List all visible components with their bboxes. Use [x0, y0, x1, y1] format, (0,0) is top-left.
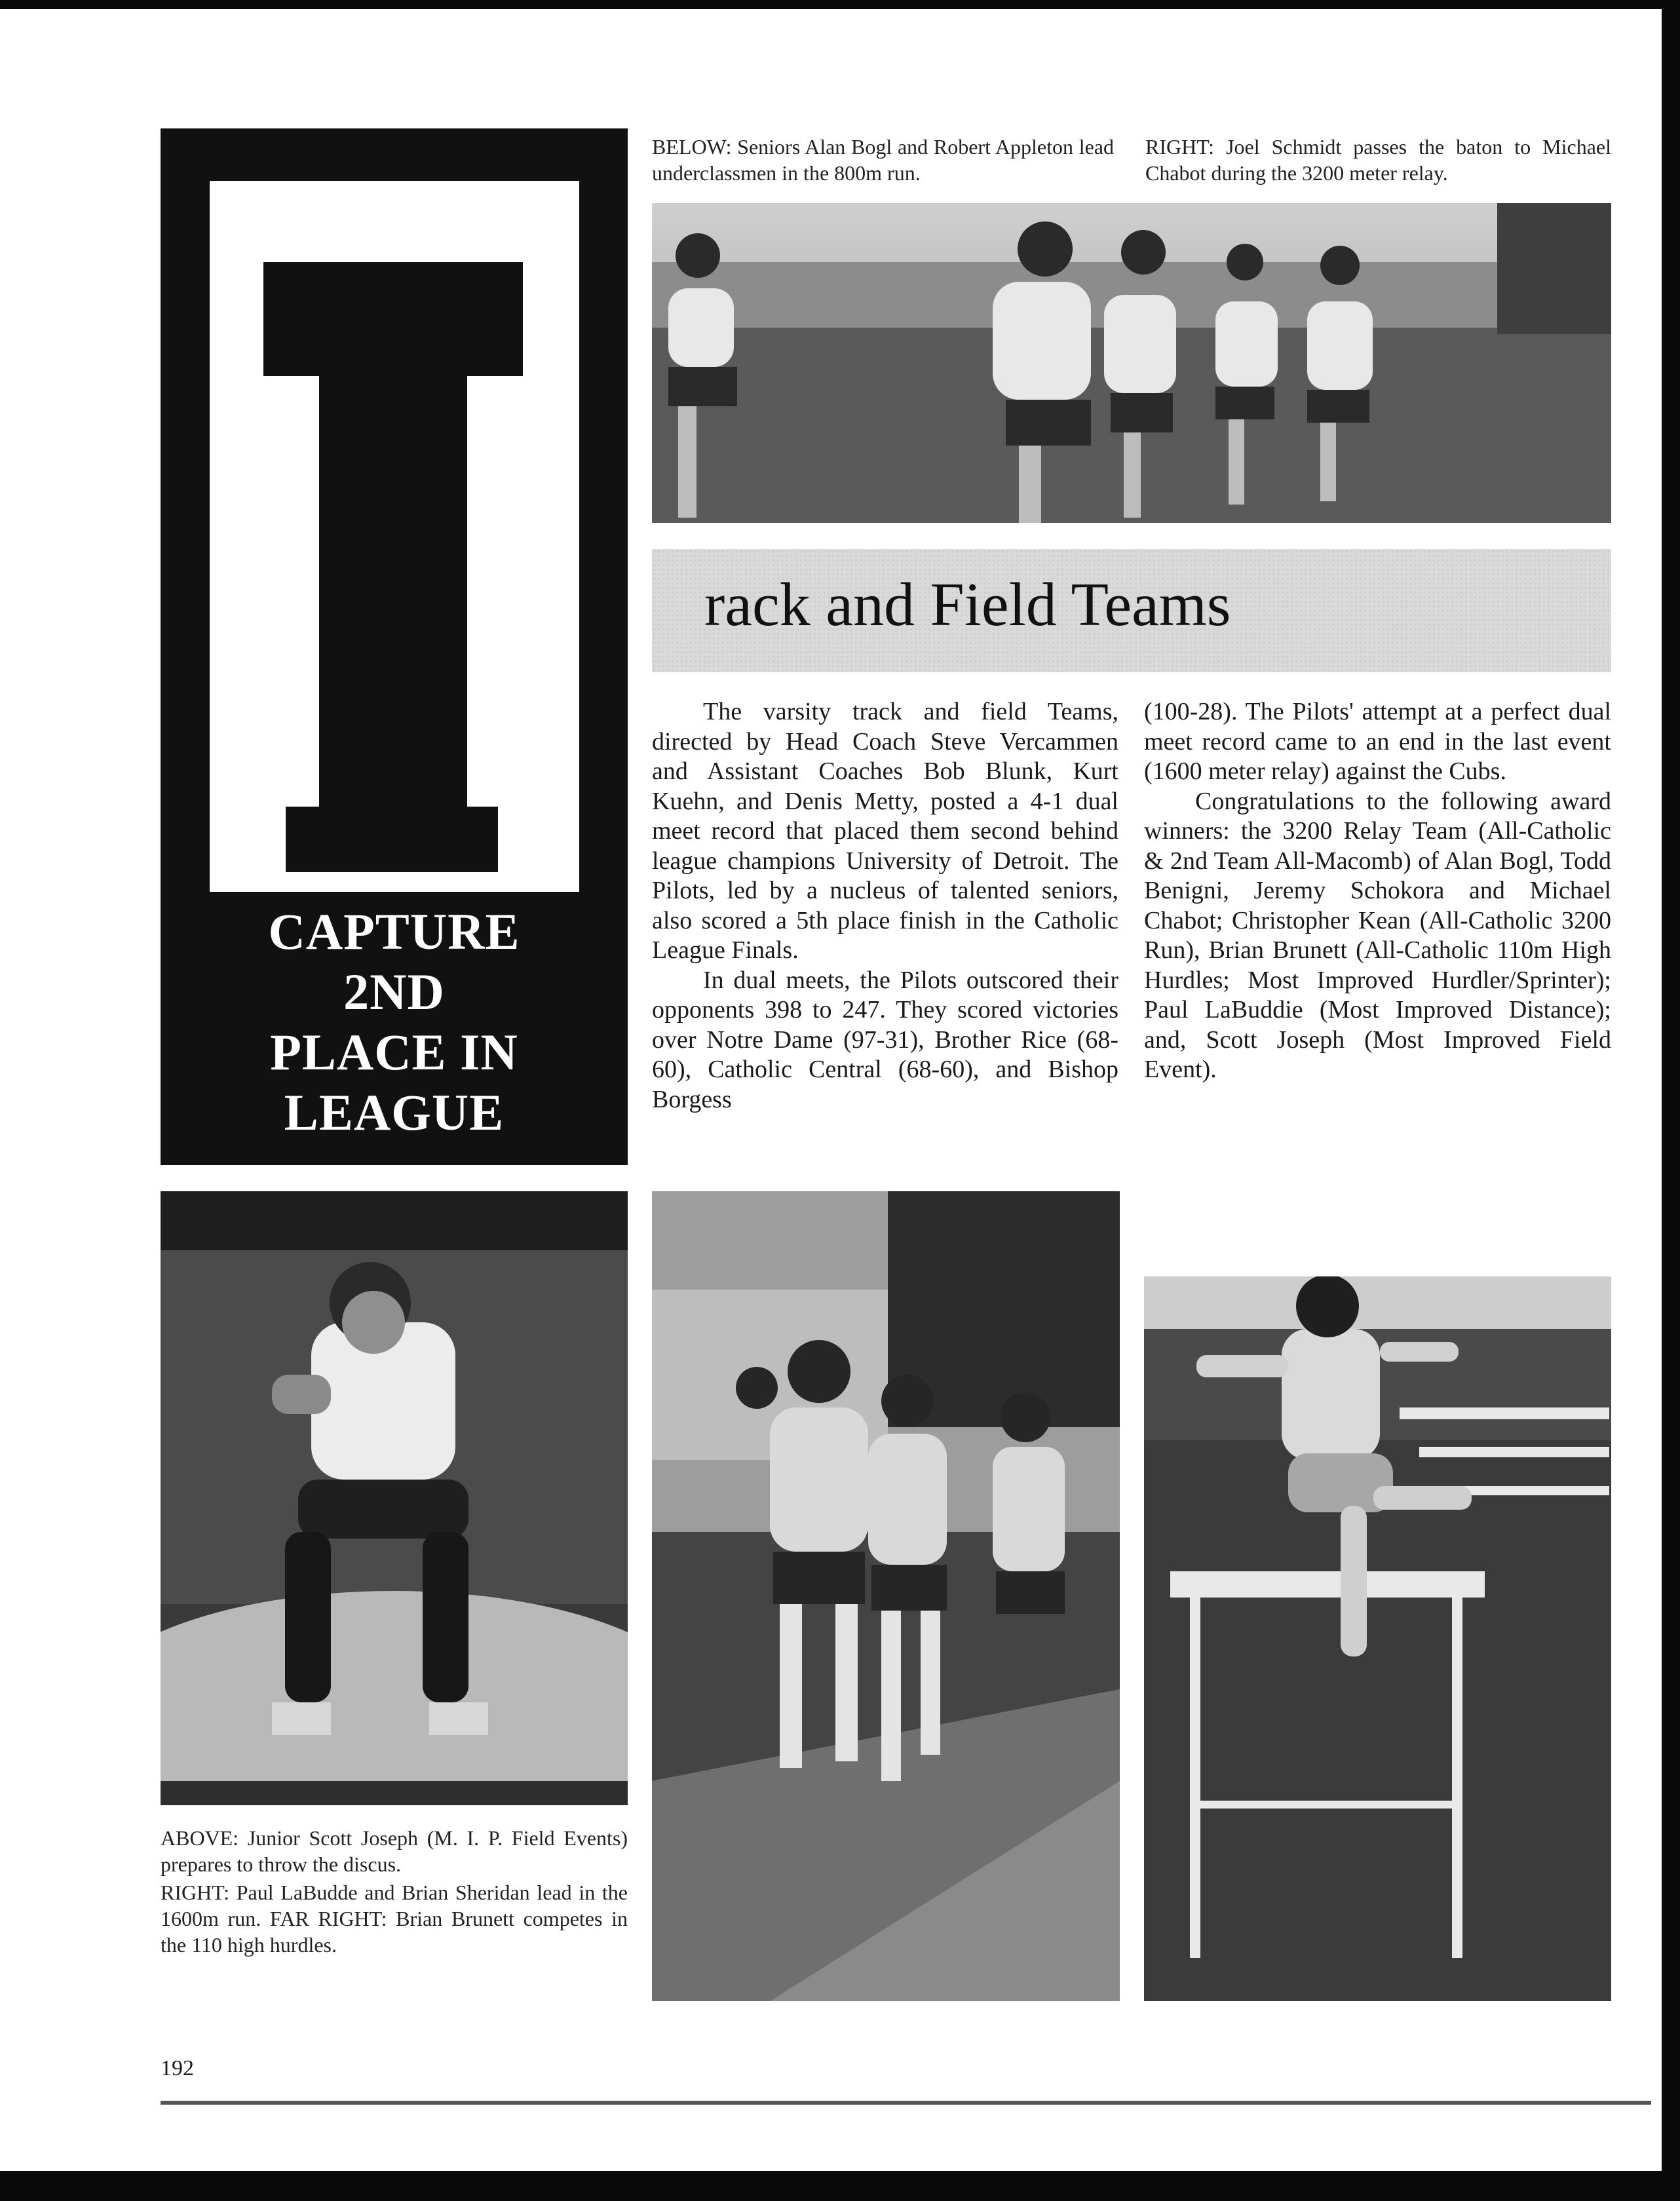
- block-subtitle-line: 2ND: [343, 963, 445, 1020]
- body-paragraph: Congratulations to the following award winners: the 3200 Relay Team (All-Catholic & 2nd Team All-Macomb) of Alan Bogl, Todd Benigni, Jeremy Schokora and Michael Chabot; Christopher Kean (All-Catholic 3200 Run), Brian Brunett (All-Catholic 110m High Hurdles; Most Improved Hurdler/Sprinter); Paul LaBuddie (Most Improved Distance); and, Scott Joseph (Most Improved Field Event).: [1144, 787, 1611, 1083]
- photo-800m-run-image: [652, 203, 1611, 523]
- photo-110-high-hurdles-image: [1144, 1276, 1611, 2001]
- page-number: 192: [161, 2056, 194, 2080]
- photo-discus-throw: [161, 1191, 628, 1805]
- body-paragraph: (100-28). The Pilots' attempt at a perfect dual meet record came to an end in the last event (1600 meter relay) against the Cubs.: [1144, 698, 1611, 785]
- photo-110-high-hurdles: [1144, 1276, 1611, 2001]
- scan-border-bottom: [0, 2171, 1680, 2201]
- block-subtitle: [161, 902, 628, 1143]
- scan-border-right: [1662, 0, 1680, 2201]
- photo-1600m-run-image: [652, 1191, 1120, 2001]
- drop-cap-letter-bar: [263, 262, 523, 376]
- photo-800m-run: [652, 203, 1611, 523]
- block-subtitle-line: CAPTURE: [268, 903, 520, 960]
- drop-cap-frame: [210, 181, 579, 892]
- caption-1600m-hurdles: RIGHT: Paul LaBudde and Brian Sheridan lead in the 1600m run. FAR RIGHT: Brian Brunett competes in the 110 high hurdles.: [161, 1881, 628, 1957]
- caption-discus: ABOVE: Junior Scott Joseph (M. I. P. Field Events) prepares to throw the discus.: [161, 1826, 628, 1876]
- caption-right: RIGHT: Joel Schmidt passes the baton to Michael Chabot during the 3200 meter relay.: [1145, 135, 1611, 185]
- drop-cap-block: [161, 128, 628, 1165]
- photo-discus-throw-image: [161, 1191, 628, 1805]
- body-column-2: [1144, 697, 1611, 1085]
- caption-below: BELOW: Seniors Alan Bogl and Robert Appleton lead underclassmen in the 800m run.: [652, 135, 1114, 185]
- photo-1600m-run: [652, 1191, 1120, 2001]
- drop-cap-letter-foot: [286, 807, 498, 872]
- body-column-1: [652, 697, 1118, 1115]
- block-subtitle-line: LEAGUE: [284, 1084, 505, 1141]
- body-paragraph: The varsity track and field Teams, directed by Head Coach Steve Vercammen and Assistant Coaches Bob Blunk, Kurt Kuehn, and Denis Metty, posted a 4-1 dual meet record that placed them second behind league champions University of Detroit. The Pilots, led by a nucleus of talented seniors, also scored a 5th place finish in the Catholic League Finals.: [652, 698, 1118, 964]
- scan-border-top: [0, 0, 1680, 9]
- drop-cap-letter-stem: [319, 345, 467, 852]
- footer-rule: [161, 2101, 1651, 2105]
- title-banner: [652, 549, 1611, 672]
- body-paragraph: In dual meets, the Pilots outscored their opponents 398 to 247. They scored victories over Notre Dame (97-31), Brother Rice (68-60), Catholic Central (68-60), and Bishop Borgess: [652, 966, 1118, 1113]
- page-title: rack and Field Teams: [704, 571, 1231, 639]
- block-subtitle-line: PLACE IN: [270, 1024, 518, 1081]
